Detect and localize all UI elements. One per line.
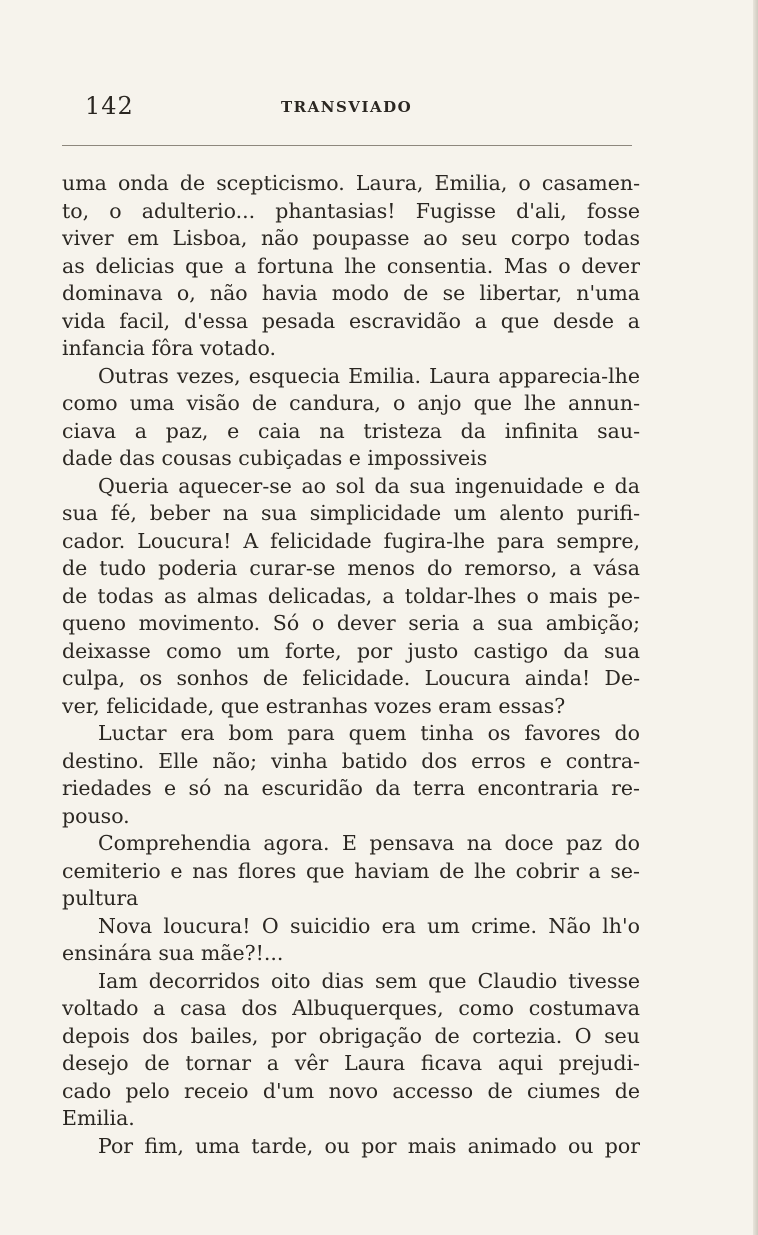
paragraph-start-line: Luctar era bom para quem tinha os favores do (98, 721, 640, 745)
text-line: culpa, os sonhos de felicidade. Loucura ainda! De- (62, 666, 640, 690)
text-line: pultura (62, 886, 139, 910)
text-line: sua fé, beber na sua simplicidade um alento purifi- (62, 501, 640, 525)
page-number: 142 (85, 92, 134, 120)
text-line: to, o adulterio... phantasias! Fugisse d'ali, fosse (62, 198, 640, 223)
text-line: dade das cousas cubiçadas e impossiveis (62, 446, 488, 470)
text-line: riedades e só na escuridão da terra encontraria re- (62, 776, 640, 800)
text-line: queno movimento. Só o dever seria a sua ambição; (62, 611, 640, 635)
running-title: TRANSVIADO (281, 98, 413, 116)
paragraph-start-line: Nova loucura! O suicidio era um crime. Não lh'o (98, 913, 640, 938)
text-line: ensinára sua mãe?!... (62, 941, 284, 965)
paragraph-start-line: Queria aquecer-se ao sol da sua ingenuidade e da (98, 473, 640, 498)
text-line: ver, felicidade, que estranhas vozes eram essas? (62, 693, 566, 718)
paragraph-start-line: Iam decorridos oito dias sem que Claudio tivesse (98, 968, 640, 993)
text-line: pouso. (62, 803, 130, 828)
header-rule (62, 145, 632, 146)
body-text (62, 170, 640, 1160)
text-line: deixasse como um forte, por justo castigo da sua (62, 638, 640, 663)
paragraph-start-line: Outras vezes, esquecia Emilia. Laura apparecia-lhe (98, 363, 640, 388)
page-header (85, 92, 645, 122)
text-line: uma onda de scepticismo. Laura, Emilia, o casamen- (62, 171, 640, 195)
text-line: Emilia. (62, 1106, 135, 1130)
text-line: desejo de tornar a vêr Laura ficava aqui prejudi- (62, 1051, 640, 1075)
text-line: infancia fôra votado. (62, 336, 277, 360)
text-line: de todas as almas delicadas, a toldar-lhes o mais pe- (62, 583, 640, 608)
text-line: cador. Loucura! A felicidade fugira-lhe para sempre, (62, 528, 640, 553)
text-line: vida facil, d'essa pesada escravidão a que desde a (62, 308, 640, 333)
text-line: como uma visão de candura, o anjo que lhe annun- (62, 391, 640, 415)
text-line: viver em Lisboa, não poupasse ao seu corpo todas (62, 226, 640, 250)
text-line: voltado a casa dos Albuquerques, como costumava (62, 996, 640, 1020)
paragraph-start-line: Comprehendia agora. E pensava na doce paz do (98, 831, 640, 855)
text-line: destino. Elle não; vinha batido dos erros e contra- (62, 748, 640, 773)
paragraph-start-line: Por fim, uma tarde, ou por mais animado ou por (98, 1133, 640, 1158)
text-line: as delicias que a fortuna lhe consentia. Mas o dever (62, 253, 640, 278)
text-line: depois dos bailes, por obrigação de cortezia. O seu (62, 1023, 640, 1048)
text-line: de tudo poderia curar-se menos do remorso, a vása (62, 556, 640, 580)
text-line: cado pelo receio d'um novo accesso de ciumes de (62, 1078, 640, 1103)
text-line: dominava o, não havia modo de se libertar, n'uma (62, 281, 640, 305)
text-line: ciava a paz, e caia na tristeza da infinita sau- (62, 418, 640, 443)
text-line: cemiterio e nas flores que haviam de lhe cobrir a se- (62, 858, 640, 883)
page-edge (753, 0, 758, 1235)
